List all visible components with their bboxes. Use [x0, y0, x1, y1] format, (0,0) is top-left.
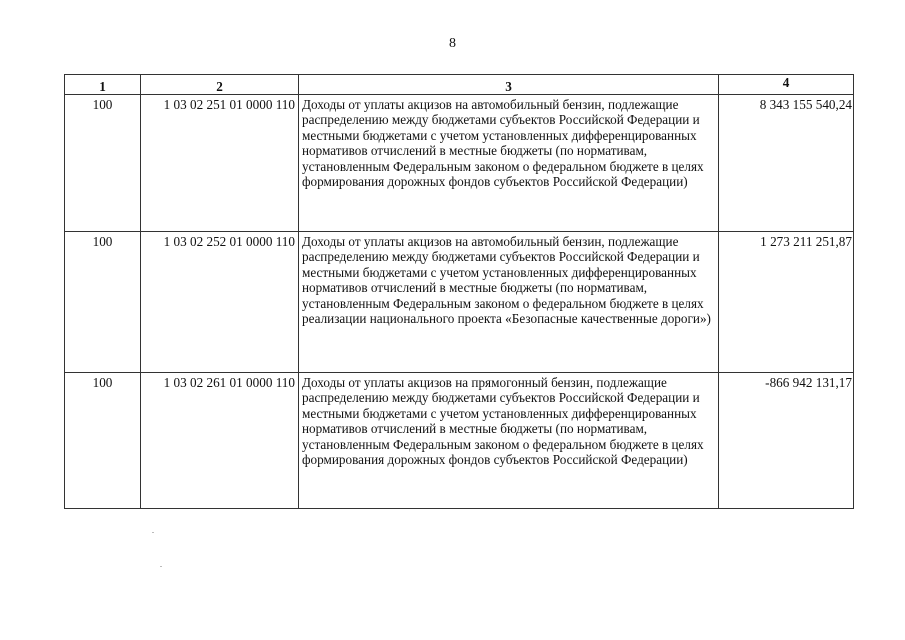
table-header-row — [65, 75, 854, 95]
revenue-table — [64, 74, 854, 509]
budget-code-cell: 1 03 02 261 01 0000 110 — [141, 373, 299, 509]
description-cell: Доходы от уплаты акцизов на автомобильный бензин, подлежащие распределению между бюджетами субъектов Российской Федерации и местными бюджетами с учетом установленных дифференцированных нормативов отчислений в местные бюджеты (по нормативам, установленным Федеральным законом о федеральном бюджете в целях формирования дорожных фондов субъектов Российской Федерации) — [299, 95, 719, 232]
table-row — [65, 232, 854, 373]
budget-code-cell: 1 03 02 251 01 0000 110 — [141, 95, 299, 232]
page-number: 8 — [449, 36, 456, 51]
table-row — [65, 95, 854, 232]
table-row — [65, 373, 854, 509]
admin-code-cell: 100 — [65, 95, 141, 232]
header-col-4: 4 — [719, 75, 854, 95]
admin-code-cell: 100 — [65, 232, 141, 373]
header-col-3: 3 — [299, 75, 719, 95]
header-col-2: 2 — [141, 75, 299, 95]
budget-code-cell: 1 03 02 252 01 0000 110 — [141, 232, 299, 373]
admin-code-cell: 100 — [65, 373, 141, 509]
scan-speck — [160, 566, 162, 567]
amount-cell: -866 942 131,17 — [719, 373, 854, 509]
amount-cell: 8 343 155 540,24 — [719, 95, 854, 232]
description-cell: Доходы от уплаты акцизов на автомобильный бензин, подлежащие распределению между бюджетами субъектов Российской Федерации и местными бюджетами с учетом установленных дифференцированных нормативов отчислений в местные бюджеты (по нормативам, установленным Федеральным законом о федеральном бюджете в целях реализации национального проекта «Безопасные качественные дороги») — [299, 232, 719, 373]
header-col-1: 1 — [65, 75, 141, 95]
scan-speck — [152, 532, 154, 533]
description-cell: Доходы от уплаты акцизов на прямогонный бензин, подлежащие распределению между бюджетами субъектов Российской Федерации и местными бюджетами с учетом установленных дифференцированных нормативов отчислений в местные бюджеты (по нормативам, установленным Федеральным законом о федеральном бюджете в целях формирования дорожных фондов субъектов Российской Федерации) — [299, 373, 719, 509]
amount-cell: 1 273 211 251,87 — [719, 232, 854, 373]
